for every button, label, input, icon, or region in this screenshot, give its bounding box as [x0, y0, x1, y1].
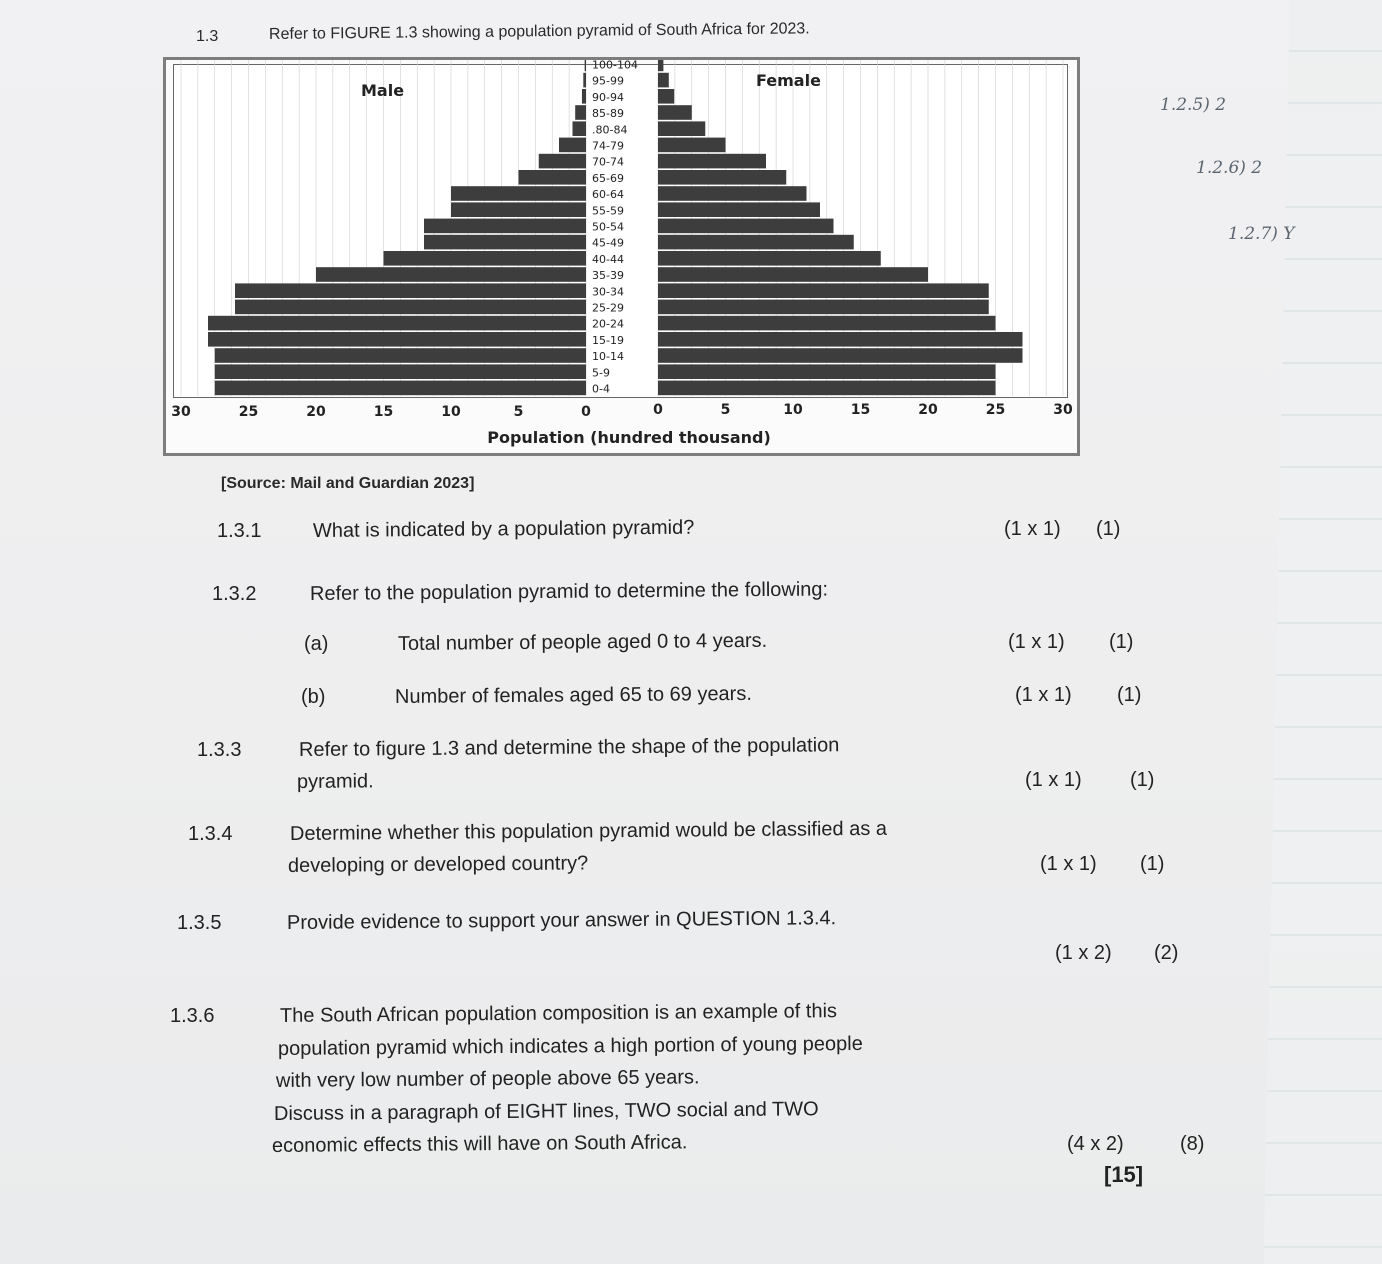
- x-tick-label-right: 15: [850, 402, 871, 418]
- female-bar: [658, 73, 669, 88]
- question-text: The South African population composition is an example of this: [279, 1000, 838, 1027]
- question-text: population pyramid which indicates a high portion of young people: [277, 1032, 863, 1060]
- question-text: Refer to figure 1.3 and determine the shape of the population: [298, 734, 840, 761]
- male-bar: [384, 251, 587, 266]
- age-group-label: 74-79: [592, 139, 624, 153]
- question-heading: Refer to FIGURE 1.3 showing a population pyramid of South Africa for 2023.: [268, 20, 810, 43]
- x-tick-label-left: 15: [373, 404, 394, 420]
- x-tick-label-left: 10: [441, 404, 461, 420]
- age-group-label: 10-14: [592, 350, 624, 364]
- female-label: Female: [756, 71, 821, 90]
- age-group-label: 95-99: [592, 74, 624, 88]
- question-text: Number of females aged 65 to 69 years.: [394, 682, 752, 708]
- question-marks: (1): [1130, 769, 1155, 791]
- age-group-label: 65-69: [592, 171, 624, 185]
- male-bar: [316, 267, 586, 282]
- question-text: developing or developed country?: [287, 852, 589, 877]
- male-bar: [451, 202, 586, 217]
- margin-note: 1.2.6) 2: [1196, 158, 1263, 178]
- age-group-label: 5-9: [592, 366, 610, 380]
- female-bar: [658, 381, 996, 396]
- female-bar: [658, 348, 1023, 363]
- x-tick-label-right: 5: [720, 402, 731, 418]
- mark-allocation: (1 x 1): [1008, 631, 1065, 653]
- question-number: (b): [301, 686, 326, 708]
- male-bar: [424, 235, 586, 250]
- age-group-label: 60-64: [592, 188, 624, 202]
- female-bar: [658, 267, 928, 282]
- question-text: What is indicated by a population pyramid?: [312, 516, 695, 542]
- question-marks: (1): [1109, 631, 1134, 653]
- female-bar: [658, 332, 1023, 347]
- female-bar: [658, 138, 726, 153]
- question-marks: (1): [1096, 518, 1121, 540]
- male-bar: [215, 364, 586, 379]
- question-number: 1.3.3: [197, 739, 242, 761]
- x-tick-label-left: 5: [513, 404, 524, 420]
- question-text: Determine whether this population pyramid would be classified as a: [289, 817, 888, 845]
- age-group-label: 25-29: [592, 301, 624, 315]
- male-bar: [519, 170, 587, 185]
- x-tick-label-left: 0: [581, 404, 591, 420]
- male-bar: [215, 381, 586, 396]
- female-bar: [658, 60, 663, 71]
- age-group-label: 55-59: [592, 204, 624, 218]
- age-group-label: .80-84: [592, 123, 628, 137]
- question-number: 1.3.4: [188, 823, 233, 845]
- male-bar: [539, 154, 586, 169]
- total-marks: [15]: [1104, 1162, 1144, 1187]
- age-group-label: 40-44: [592, 252, 624, 266]
- question-marks: (2): [1154, 942, 1179, 964]
- mark-allocation: (1 x 1): [1025, 769, 1082, 791]
- question-number: 1.3.2: [212, 583, 257, 605]
- female-bar: [658, 105, 692, 120]
- question-text: Total number of people aged 0 to 4 years.: [397, 629, 768, 655]
- age-group-label: 90-94: [592, 90, 624, 104]
- question-text: Provide evidence to support your answer in QUESTION 1.3.4.: [286, 907, 837, 934]
- female-bar: [658, 186, 807, 201]
- male-bar: [583, 73, 586, 88]
- x-tick-label-right: 20: [918, 402, 938, 418]
- x-tick-label-right: 30: [1053, 402, 1073, 418]
- female-bar: [658, 154, 766, 169]
- question-number: (a): [304, 633, 329, 655]
- male-bar: [573, 121, 587, 136]
- figure-1-3: [163, 57, 1080, 456]
- female-bar: [658, 170, 786, 185]
- question-marks: (1): [1140, 853, 1165, 875]
- male-bar: [215, 348, 586, 363]
- x-tick-label-right: 0: [653, 402, 663, 418]
- question-marks: (8): [1180, 1133, 1205, 1155]
- age-group-label: 70-74: [592, 155, 624, 169]
- age-group-label: 0-4: [592, 382, 610, 396]
- male-bar: [585, 60, 586, 71]
- margin-note: 1.2.5) 2: [1160, 95, 1227, 115]
- question-number: 1.3.6: [170, 1005, 215, 1027]
- question-text: Refer to the population pyramid to determine the following:: [309, 578, 829, 605]
- male-bar: [235, 300, 586, 315]
- question-text: with very low number of people above 65 years.: [275, 1066, 700, 1092]
- x-tick-label-left: 20: [306, 404, 326, 420]
- x-tick-label-right: 10: [783, 402, 803, 418]
- question-number: 1.3: [196, 28, 219, 45]
- male-bar: [424, 219, 586, 234]
- age-group-label: 100-104: [592, 60, 638, 72]
- x-tick-label-left: 30: [171, 404, 191, 420]
- female-bar: [658, 89, 674, 104]
- female-bar: [658, 235, 854, 250]
- male-bar: [582, 89, 586, 104]
- female-bar: [658, 202, 820, 217]
- age-group-label: 35-39: [592, 269, 624, 283]
- male-bar: [208, 332, 586, 347]
- mark-allocation: (1 x 1): [1015, 684, 1072, 706]
- female-bar: [658, 364, 996, 379]
- margin-note: 1.2.7) Y: [1228, 224, 1295, 244]
- question-text: economic effects this will have on South Africa.: [271, 1131, 688, 1157]
- x-axis-title: Population (hundred thousand): [487, 428, 771, 447]
- male-bar: [451, 186, 586, 201]
- female-bar: [658, 316, 996, 331]
- mark-allocation: (1 x 1): [1004, 518, 1061, 540]
- male-bar: [235, 283, 586, 298]
- question-text: pyramid.: [296, 770, 374, 793]
- question-marks: (1): [1117, 684, 1142, 706]
- male-bar: [559, 138, 586, 153]
- figure-source: [Source: Mail and Guardian 2023]: [221, 475, 475, 492]
- male-bar: [575, 105, 586, 120]
- population-pyramid-chart: [166, 60, 1077, 453]
- male-bar: [208, 316, 586, 331]
- age-group-label: 45-49: [592, 236, 624, 250]
- x-tick-label-left: 25: [238, 404, 259, 420]
- question-number: 1.3.1: [217, 520, 262, 542]
- male-label: Male: [361, 81, 405, 100]
- female-bar: [658, 283, 989, 298]
- mark-allocation: (4 x 2): [1067, 1133, 1124, 1155]
- mark-allocation: (1 x 1): [1040, 853, 1097, 875]
- female-bar: [658, 300, 989, 315]
- age-group-label: 30-34: [592, 285, 624, 299]
- age-group-label: 20-24: [592, 317, 624, 331]
- question-number: 1.3.5: [177, 912, 222, 934]
- age-group-label: 15-19: [592, 333, 624, 347]
- x-tick-label-right: 25: [985, 402, 1006, 418]
- question-text: Discuss in a paragraph of EIGHT lines, TWO social and TWO: [273, 1097, 819, 1125]
- mark-allocation: (1 x 2): [1055, 942, 1112, 964]
- age-group-label: 50-54: [592, 220, 624, 234]
- female-bar: [658, 219, 834, 234]
- female-bar: [658, 121, 705, 136]
- age-group-label: 85-89: [592, 107, 624, 121]
- female-bar: [658, 251, 881, 266]
